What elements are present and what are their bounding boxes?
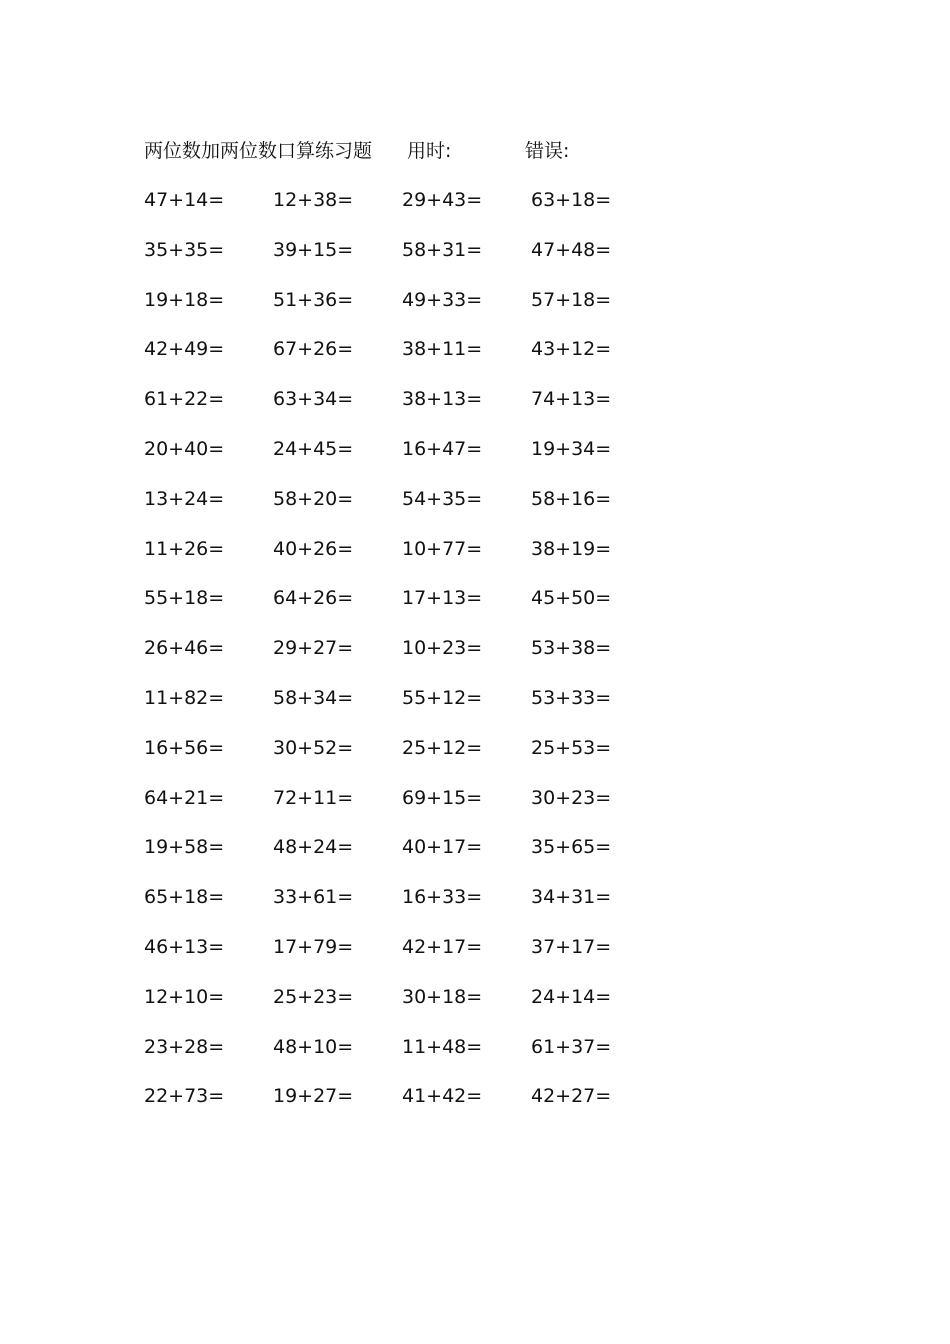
addition-problem: 19+27=: [273, 1085, 354, 1108]
addition-problem: 58+20=: [273, 487, 354, 510]
addition-problem: 38+11=: [402, 338, 483, 361]
addition-problem: 35+65=: [531, 836, 612, 859]
addition-problem: 39+15=: [273, 238, 354, 261]
addition-problem: 48+10=: [273, 1035, 354, 1058]
addition-problem: 38+13=: [402, 388, 483, 411]
addition-problem: 40+17=: [402, 836, 483, 859]
addition-problem: 12+38=: [273, 189, 354, 211]
addition-problem: 69+15=: [402, 786, 483, 809]
addition-problem: 30+23=: [531, 786, 612, 809]
addition-problem: 53+38=: [531, 637, 612, 660]
addition-problem: 47+14=: [144, 189, 225, 211]
addition-problem: 58+31=: [402, 238, 483, 261]
addition-problem: 19+34=: [531, 437, 612, 460]
addition-problem: 65+18=: [144, 886, 225, 909]
addition-problem: 54+35=: [402, 487, 483, 510]
addition-problem: 64+26=: [273, 587, 354, 610]
addition-problem: 17+79=: [273, 935, 354, 958]
addition-problem: 40+26=: [273, 537, 354, 560]
addition-problem: 23+28=: [144, 1035, 225, 1058]
addition-problem: 34+31=: [531, 886, 612, 909]
addition-problem: 35+35=: [144, 238, 225, 261]
addition-problem: 12+10=: [144, 985, 225, 1008]
addition-problem: 53+33=: [531, 686, 612, 709]
addition-problem: 63+34=: [273, 388, 354, 411]
addition-problem: 29+43=: [402, 189, 483, 211]
addition-problem: 61+37=: [531, 1035, 612, 1058]
addition-problem: 33+61=: [273, 886, 354, 909]
addition-problem: 26+46=: [144, 637, 225, 660]
addition-problem: 57+18=: [531, 288, 612, 311]
worksheet-title: 两位数加两位数口算练习题: [144, 140, 373, 162]
addition-problem: 42+17=: [402, 935, 483, 958]
addition-problem: 58+34=: [273, 686, 354, 709]
addition-problem: 48+24=: [273, 836, 354, 859]
addition-problem: 24+14=: [531, 985, 612, 1008]
addition-problem: 55+18=: [144, 587, 225, 610]
addition-problem: 19+58=: [144, 836, 225, 859]
addition-problem: 17+13=: [402, 587, 483, 610]
addition-problem: 16+56=: [144, 736, 225, 759]
addition-problem: 45+50=: [531, 587, 612, 610]
addition-problem: 37+17=: [531, 935, 612, 958]
addition-problem: 13+24=: [144, 487, 225, 510]
addition-problem: 11+82=: [144, 686, 225, 709]
addition-problem: 67+26=: [273, 338, 354, 361]
addition-problem: 72+11=: [273, 786, 354, 809]
addition-problem: 61+22=: [144, 388, 225, 411]
addition-problem: 47+48=: [531, 238, 612, 261]
addition-problem: 30+18=: [402, 985, 483, 1008]
addition-problem: 19+18=: [144, 288, 225, 311]
addition-problem: 10+77=: [402, 537, 483, 560]
addition-problem: 64+21=: [144, 786, 225, 809]
errors-label: 错误:: [525, 140, 570, 162]
addition-problem: 16+33=: [402, 886, 483, 909]
addition-problem: 29+27=: [273, 637, 354, 660]
addition-problem: 55+12=: [402, 686, 483, 709]
addition-problem: 42+49=: [144, 338, 225, 361]
addition-problem: 20+40=: [144, 437, 225, 460]
addition-problem: 51+36=: [273, 288, 354, 311]
addition-problem: 30+52=: [273, 736, 354, 759]
addition-problem: 63+18=: [531, 189, 612, 211]
addition-problem: 22+73=: [144, 1085, 225, 1108]
addition-problem: 46+13=: [144, 935, 225, 958]
addition-problem: 42+27=: [531, 1085, 612, 1108]
addition-problem: 41+42=: [402, 1085, 483, 1108]
addition-problem: 25+53=: [531, 736, 612, 759]
addition-problem: 10+23=: [402, 637, 483, 660]
addition-problem: 58+16=: [531, 487, 612, 510]
addition-problem: 25+23=: [273, 985, 354, 1008]
addition-problem: 11+48=: [402, 1035, 483, 1058]
addition-problem: 24+45=: [273, 437, 354, 460]
addition-problem: 11+26=: [144, 537, 225, 560]
addition-problem: 16+47=: [402, 437, 483, 460]
addition-problem: 49+33=: [402, 288, 483, 311]
time-used-label: 用时:: [407, 140, 452, 162]
addition-problem: 43+12=: [531, 338, 612, 361]
addition-problem: 74+13=: [531, 388, 612, 411]
addition-problem: 38+19=: [531, 537, 612, 560]
addition-problem: 25+12=: [402, 736, 483, 759]
